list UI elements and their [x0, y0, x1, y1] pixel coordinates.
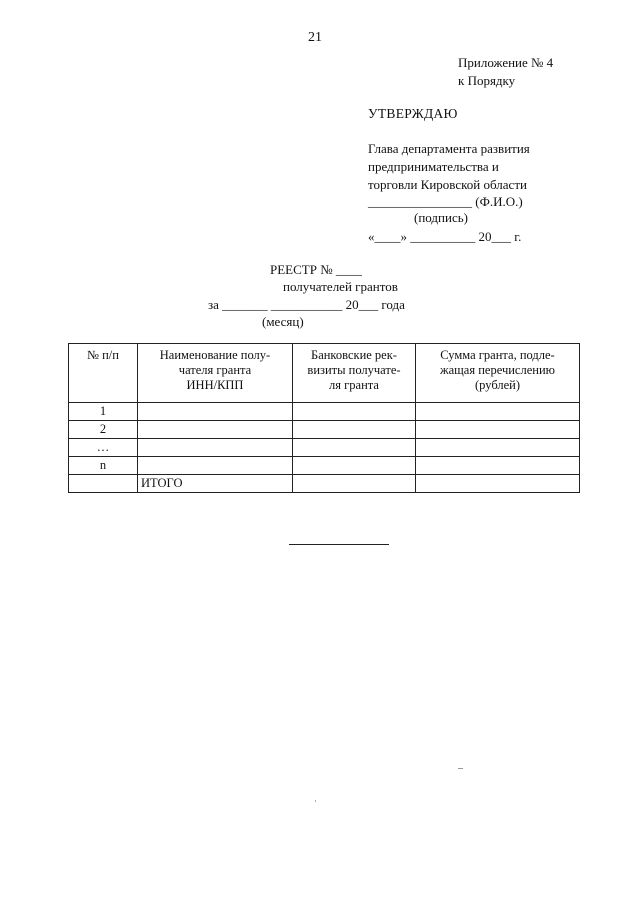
- table-cell: 2: [69, 421, 138, 439]
- header-text: (рублей): [474, 378, 521, 392]
- table-cell: [416, 421, 580, 439]
- table-row: [69, 439, 580, 457]
- closing-divider: [289, 544, 389, 545]
- table-row: [69, 421, 580, 439]
- table-cell: [293, 439, 416, 457]
- table-cell: [416, 439, 580, 457]
- table-cell: [138, 439, 293, 457]
- approver-position: [368, 140, 530, 194]
- scan-artifact: [315, 800, 316, 802]
- header-text: Наименование полу-: [159, 348, 271, 362]
- registry-title: РЕЕСТР № ____: [270, 262, 362, 277]
- appendix-line-1: Приложение № 4: [458, 55, 554, 70]
- table-cell: [138, 421, 293, 439]
- table-row: [69, 457, 580, 475]
- header-text: Банковские рек-: [311, 348, 397, 362]
- approver-position-line-2: предпринимательства и: [368, 159, 499, 174]
- approval-heading: УТВЕРЖДАЮ: [368, 106, 458, 121]
- table-cell: [138, 457, 293, 475]
- table-header-row: [69, 344, 580, 403]
- header-grant-amount: [416, 344, 580, 403]
- table-cell: [293, 403, 416, 421]
- table-cell: [416, 457, 580, 475]
- table-total-row: [69, 475, 580, 493]
- header-text: Сумма гранта, подле-: [440, 348, 555, 362]
- header-text: ля гранта: [329, 378, 379, 392]
- table-cell: [293, 475, 416, 493]
- grant-registry-table: [68, 343, 580, 493]
- table-cell: [293, 457, 416, 475]
- scan-artifact: [458, 768, 463, 769]
- header-text: визиты получате-: [307, 363, 401, 377]
- header-bank-details: [293, 344, 416, 403]
- header-text: чателя гранта: [178, 363, 252, 377]
- table-cell: [416, 475, 580, 493]
- appendix-line-2: к Порядку: [458, 73, 516, 88]
- registry-subtitle: получателей грантов: [283, 279, 398, 294]
- table-cell: [293, 421, 416, 439]
- approver-position-line-3: торговли Кировской области: [368, 177, 527, 192]
- signature-line: ________________ (Ф.И.О.): [368, 194, 523, 209]
- table-cell: [416, 403, 580, 421]
- header-number: [69, 344, 138, 403]
- signature-hint: (подпись): [414, 210, 468, 225]
- header-text: жащая перечислению: [440, 363, 555, 377]
- registry-period-line: за _______ ___________ 20___ года: [208, 297, 405, 312]
- table-row: [69, 403, 580, 421]
- approval-date-line: «____» __________ 20___ г.: [368, 229, 522, 244]
- page-number: 21: [308, 30, 322, 45]
- header-text: № п/п: [87, 348, 119, 362]
- table-cell: …: [69, 439, 138, 457]
- month-hint: (месяц): [262, 314, 304, 329]
- table-cell: [138, 403, 293, 421]
- appendix-note: [458, 54, 553, 90]
- table-cell: [69, 475, 138, 493]
- total-label: ИТОГО: [138, 475, 293, 493]
- table-cell: 1: [69, 403, 138, 421]
- header-text: ИНН/КПП: [186, 378, 244, 392]
- table-cell: n: [69, 457, 138, 475]
- approver-position-line-1: Глава департамента развития: [368, 141, 530, 156]
- header-recipient-name: [138, 344, 293, 403]
